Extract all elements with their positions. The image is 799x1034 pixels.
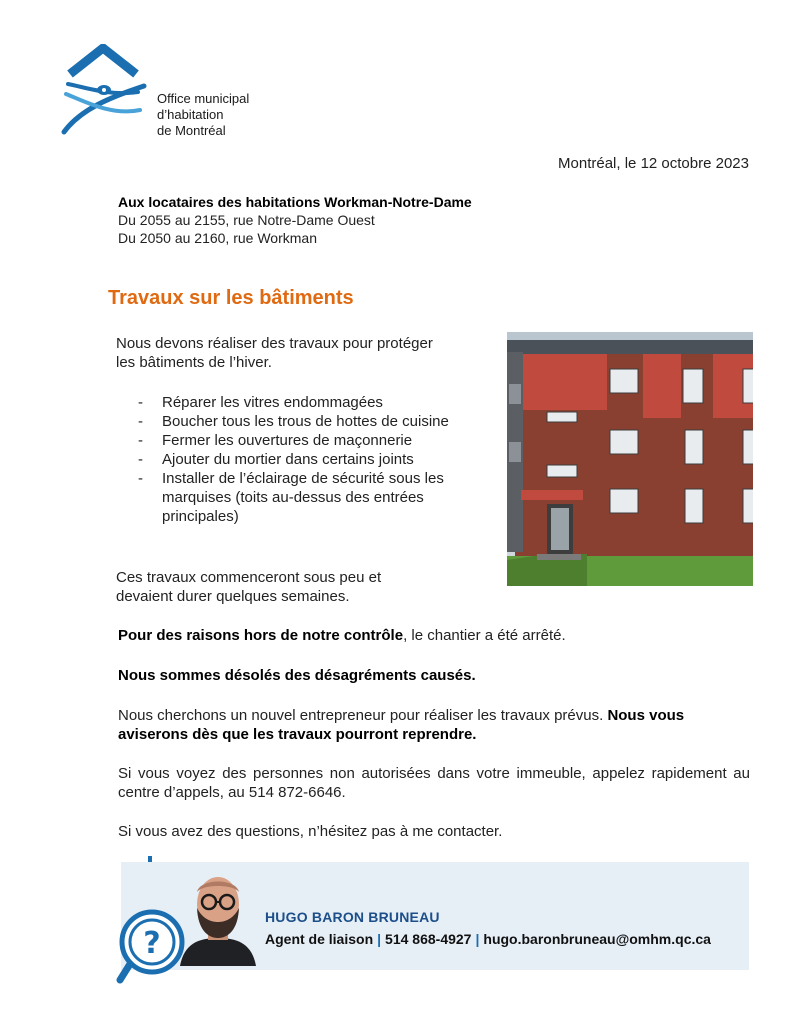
contractor-bold: Nous vous aviserons dès que les travaux pourront reprendre.: [118, 707, 685, 743]
section-heading: Travaux sur les bâtiments: [108, 287, 354, 309]
logo-line-1: Office municipal: [157, 91, 250, 106]
recipient-block: [118, 193, 472, 247]
letter-date: Montréal, le 12 octobre 2023: [558, 155, 749, 172]
list-item-text: Installer de l’éclairage de sécurité sous les marquises (toits au-dessus des entrées principales): [162, 470, 444, 525]
list-item: [138, 393, 468, 412]
list-item-text: Réparer les vitres endommagées: [162, 394, 383, 411]
questions-paragraph: Si vous avez des questions, n’hésitez pas à me contacter.: [118, 823, 503, 840]
question-mark-magnifier-icon: [116, 906, 186, 984]
logo-line-3: de Montréal: [157, 123, 226, 138]
contact-name: HUGO BARON BRUNEAU: [265, 909, 440, 925]
bullet-marker: -: [138, 470, 143, 487]
stop-notice-bold: Pour des raisons hors de notre contrôle: [118, 627, 404, 644]
omhm-logo: [58, 44, 148, 136]
recipient-title: Aux locataires des habitations Workman-Notre-Dame: [118, 194, 472, 210]
list-item: [138, 469, 468, 526]
avatar: [178, 868, 258, 966]
contact-details: [265, 931, 711, 947]
schedule-paragraph: Ces travaux commenceront sous peu et devaient durer quelques semaines.: [116, 569, 382, 605]
intro-paragraph: Nous devons réaliser des travaux pour protéger les bâtiments de l’hiver.: [116, 335, 433, 371]
recipient-address-1: Du 2055 au 2155, rue Notre-Dame Ouest: [118, 212, 375, 228]
logo-wordmark: [157, 91, 249, 139]
bullet-marker: -: [138, 413, 143, 430]
decorative-mark: [148, 856, 152, 862]
stop-notice-rest: , le chantier a été arrêté.: [403, 627, 566, 644]
list-item-text: Boucher tous les trous de hottes de cuisine: [162, 413, 449, 430]
recipient-address-2: Du 2050 au 2160, rue Workman: [118, 230, 317, 246]
contact-phone[interactable]: 514 868-4927: [385, 931, 472, 947]
separator: |: [377, 931, 382, 947]
contractor-text: Nous cherchons un nouvel entrepreneur pour réaliser les travaux prévus.: [118, 707, 608, 724]
list-item-text: Ajouter du mortier dans certains joints: [162, 451, 414, 468]
contact-email[interactable]: hugo.baronbruneau@omhm.qc.ca: [483, 931, 711, 947]
apology-paragraph: Nous sommes désolés des désagréments causés.: [118, 667, 476, 684]
bullet-marker: -: [138, 451, 143, 468]
list-item: [138, 450, 468, 469]
work-items-list: [138, 393, 468, 526]
building-photo: [507, 332, 753, 586]
security-paragraph: Si vous voyez des personnes non autorisées dans votre immeuble, appelez rapidement au centre d’appels, au 514 872-6646.: [118, 765, 750, 801]
contact-role: Agent de liaison: [265, 931, 374, 947]
list-item-text: Fermer les ouvertures de maçonnerie: [162, 432, 413, 449]
stop-notice-paragraph: [118, 626, 750, 645]
svg-text:?: ?: [143, 926, 161, 961]
contractor-paragraph: [118, 706, 750, 744]
logo-line-2: d’habitation: [157, 107, 224, 122]
bullet-marker: -: [138, 432, 143, 449]
separator: |: [475, 931, 480, 947]
list-item: [138, 412, 468, 431]
list-item: [138, 431, 468, 450]
bullet-marker: -: [138, 394, 143, 411]
